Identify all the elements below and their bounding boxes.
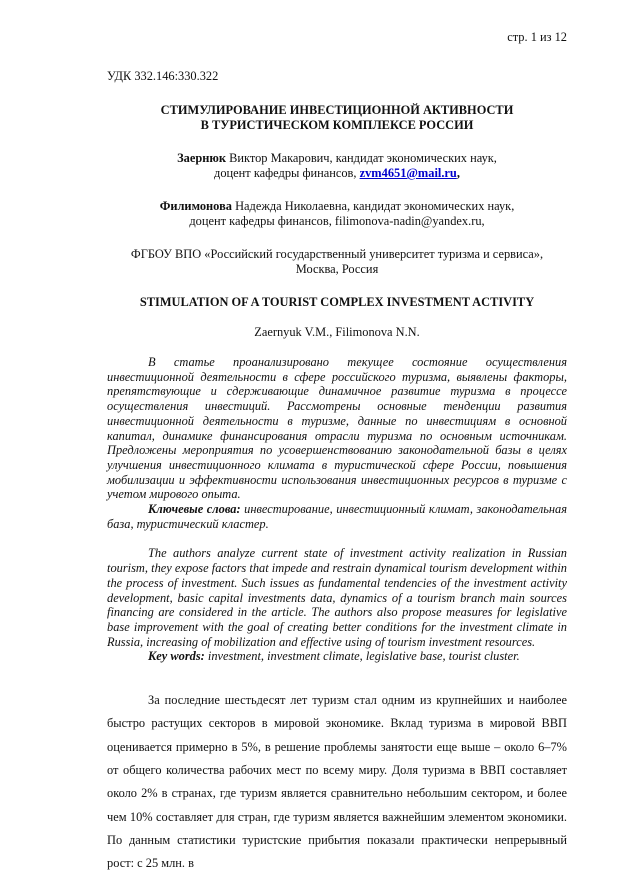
article-title-line-1: СТИМУЛИРОВАНИЕ ИНВЕСТИЦИОННОЙ АКТИВНОСТИ [160,103,514,117]
keywords-en-text: investment, investment climate, legislative base, tourist cluster. [204,649,520,664]
article-title [107,103,567,133]
abstract-en: The authors analyze current state of investment activity realization in Russian tourism, they expose factors that impede and restrain dynamical tourism development within the process of investment. Such issues as fundamental tendencies of the investment activity development, basic capital investments data, dynamics of a tourism branch main sources financing are considered in the article. The authors also propose measures for legislative base improvement with the goal of creating better conditions for the investment climate in Russia, increasing of mobilization and effective using of tourism investment resources. [107,546,567,649]
organization [107,247,567,277]
page-number: стр. 1 из 12 [507,30,567,44]
keywords-ru-label: Ключевые слова: [148,502,241,517]
author-1 [107,151,567,181]
author-1-email-suffix: , [456,166,460,180]
english-authors: Zaernyuk V.M., Filimonova N.N. [254,325,420,339]
author-2-surname: Филимонова [159,199,232,213]
author-2-position: доцент кафедры финансов, filimonova-nadin@yandex.ru, [189,214,485,228]
udc-code: УДК 332.146:330.322 [107,69,219,83]
author-1-position: доцент кафедры финансов, [214,166,360,180]
keywords-en [107,649,567,664]
keywords-ru-text: инвестирование, инвестиционный климат, законодательная база, туристический кластер. [107,502,567,531]
body-paragraph: За последние шестьдесят лет туризм стал одним из крупнейших и наиболее быстро растущих секторов в мировой экономике. Вклад туризма в мировой ВВП оценивается примерно в 5%, в решение проблемы занятости еще выше – около 6–7% от общего количества рабочих мест по всему миру. Доля туризма в ВВП составляет около 2% в странах, где туризм является сравнительно небольшим сектором, и более чем 10% составляет для стран, где туризм является важнейшим элементом экономики. По данным статистики туристские прибытия показали практически непрерывный рост: с 25 млн. в [107,693,567,871]
abstract-ru: В статье проанализировано текущее состояние осуществления инвестиционной деятельности в сфере российского туризма, выявлены факторы, препятствующие и сдерживающие динамичное развитие туризма в процессе осуществления инвестиций. Рассмотрены основные тенденции развития инвестиционной деятельности в туризме, данные по инвестициям в основной капитал, динамике финансирования отрасли туризма по основным источникам. Предложены мероприятия по усовершенствованию законодательной базы в целях улучшения инвестиционного климата в туристической сфере России, повышения мобилизации и эффективности использования инвестиционных ресурсов в туризме с учетом мирового опыта. [107,355,567,502]
document-page [107,30,567,875]
english-title: STIMULATION OF A TOURIST COMPLEX INVESTMENT ACTIVITY [139,295,535,309]
keywords-ru [107,502,567,531]
author-2-details: Надежда Николаевна, кандидат экономических наук, [231,199,515,213]
author-1-email-link[interactable]: zvm4651@mail.ru [359,166,457,180]
author-1-surname: Заернюк [177,151,226,165]
author-1-details: Виктор Макарович, кандидат экономических наук, [225,151,497,165]
keywords-en-label: Key words: [148,649,205,664]
organization-line-2: Москва, Россия [295,262,379,276]
organization-line-1: ФГБОУ ВПО «Российский государственный университет туризма и сервиса», [130,247,544,261]
article-title-line-2: В ТУРИСТИЧЕСКОМ КОМПЛЕКСЕ РОССИИ [200,118,474,132]
author-2 [107,199,567,229]
